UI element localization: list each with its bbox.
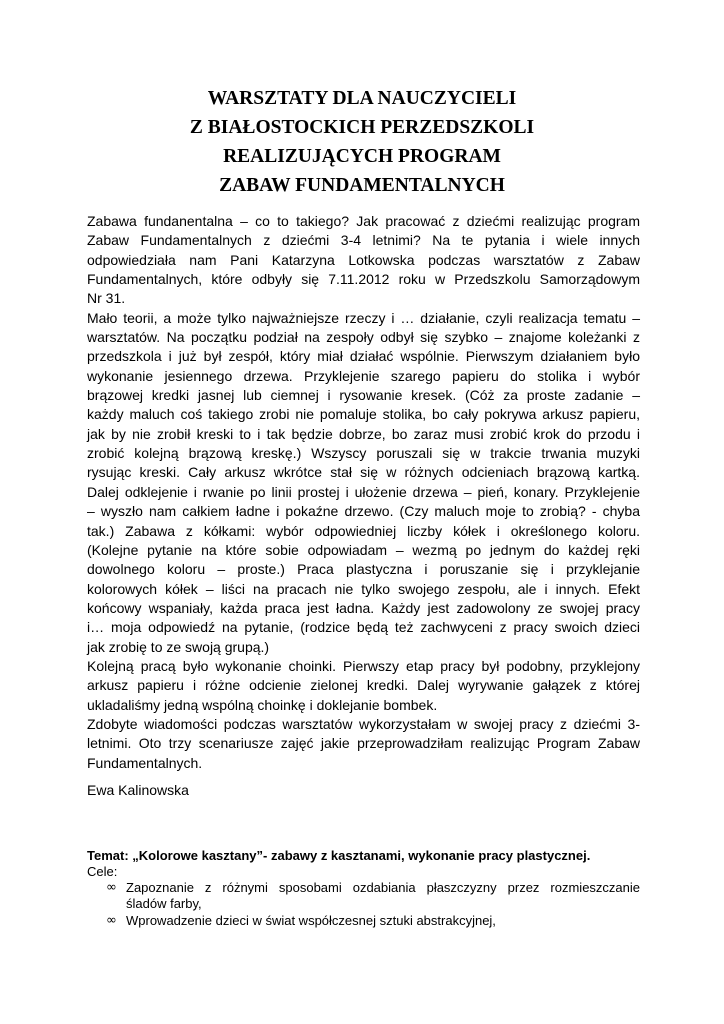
body-line: brązowej kredki jasnej lub ciemnej i rysowanie kresek. (Cóż za proste zadanie –: [87, 387, 640, 404]
body-line: końcowy wspaniały, każda praca jest ładna. Każdy jest zadowolony ze swojej pracy: [87, 599, 640, 616]
goal-text-line: Zapoznanie z różnymi sposobami ozdabiania płaszczyzny przez rozmieszczanie: [126, 880, 640, 895]
title-line: ZABAW FUNDAMENTALNYCH: [219, 175, 505, 196]
lesson-topic: [87, 848, 640, 880]
body-line: jak by nie zrobił kreski to i tak będzie dobrze, bo zaraz musi zrobić krok do przodu i: [87, 425, 640, 442]
topic-heading: Temat: „Kolorowe kasztany”- zabawy z kasztanami, wykonanie pracy plastycznej.: [87, 848, 591, 863]
goal-text-line: Wprowadzenie dzieci w świat współczesnej sztuki abstrakcyjnej,: [126, 913, 496, 928]
body-line: letnimi. Oto trzy scenariusze zajęć jakie przeprowadziłam realizując Program Zabaw: [87, 735, 640, 752]
body-line: (Kolejne pytanie na które sobie odpowiadam – wezmą po jednym do każdej ręki: [87, 541, 640, 558]
infinity-bullet-icon: ∞: [106, 880, 117, 895]
title-line: REALIZUJĄCYCH PROGRAM: [223, 146, 501, 167]
author-name: Ewa Kalinowska: [87, 782, 189, 798]
body-line: Kolejną pracą było wykonanie choinki. Pierwszy etap pracy był podobny, przyklejony: [87, 657, 640, 674]
title-line: WARSZTATY DLA NAUCZYCIELI: [207, 88, 517, 109]
body-line: Zabaw Fundamentalnych z dziećmi 3-4 letnimi? Na te pytania i wiele innych: [87, 232, 640, 249]
body-line: Fundamentalnych, które odbyły się 7.11.2012 roku w Przedszkolu Samorządowym: [87, 271, 640, 288]
body-line: Mało teorii, a może tylko najważniejsze rzeczy i … działanie, czyli realizacja tematu –: [87, 309, 640, 326]
body-line: przedszkola i już był zespół, który miał działać wspólnie. Pierwszym działaniem było: [87, 348, 640, 365]
body-line: Nr 31.: [87, 290, 126, 307]
body-line: Fundamentalnych.: [87, 754, 203, 771]
body-line: arkusz papieru i różne odcienie zielonej kredki. Dalej wyrywanie gałązek z której: [87, 677, 640, 694]
body-line: Zabawa fundanentalna – co to takiego? Jak pracować z dziećmi realizując program: [87, 213, 640, 229]
body-line: kolorowych kółek – liści na pracach nie tylko swojego zespołu, ale i innych. Efekt: [87, 580, 640, 597]
body-line: Dalej odklejenie i rwanie po linii prostej i ułożenie drzewa – pień, konary. Przyklejenie: [87, 483, 640, 500]
body-line: warsztatów. Na początku podział na zespoły odbył się szybko – znajome koleżanki z: [87, 329, 640, 346]
goal-text-line: śladów farby,: [126, 896, 202, 911]
infinity-bullet-icon: ∞: [106, 913, 117, 928]
body-line: każdy maluch coś takiego zrobi nie pomaluje stolika, bo cały pokrywa arkusz papieru,: [87, 406, 640, 423]
body-line: – wyszło nam całkiem ładne i pokaźne drzewo. (Czy maluch moje to zrobią? - chyba: [87, 503, 640, 520]
goals-list: [87, 880, 640, 930]
goal-item: [87, 880, 640, 912]
body-line: wykonanie jesiennego drzewa. Przyklejenie szarego papieru do stolika i wybór: [87, 367, 640, 384]
article-body: [87, 212, 640, 773]
body-line: tak.) Zabawa z kółkami: wybór odpowiedniej liczby kółek i określonego koloru.: [87, 522, 640, 539]
body-line: rysując kreski. Cały arkusz wkrótce stał się w różnych odcieniach brązową kartką.: [87, 464, 640, 481]
body-line: ukladaliśmy jedną wspólną choinkę i doklejanie bombek.: [87, 696, 438, 713]
goals-label: Cele:: [87, 864, 118, 879]
body-line: Zdobyte wiadomości podczas warsztatów wykorzystałam w swojej pracy z dziećmi 3-: [87, 715, 640, 732]
body-line: odpowiedziała nam Pani Katarzyna Lotkowska podczas warsztatów z Zabaw: [87, 251, 640, 268]
body-line: jak zrobię to ze swoją grupą.): [87, 638, 270, 655]
body-line: dowolnego koloru – proste.) Praca plastyczna i poruszanie się i przyklejanie: [87, 561, 640, 578]
document-title: [0, 84, 724, 200]
body-line: zrobić kolejną brązową kreskę.) Wszyscy poruszali się w trakcie trwania muzyki: [87, 445, 640, 462]
goal-item: [87, 913, 640, 929]
title-line: Z BIAŁOSTOCKICH PERZEDSZKOLI: [189, 117, 535, 138]
body-line: i… moja odpowiedź na pytanie, (rodzice będą też zachwyceni z pracy swoich dzieci: [87, 619, 640, 636]
